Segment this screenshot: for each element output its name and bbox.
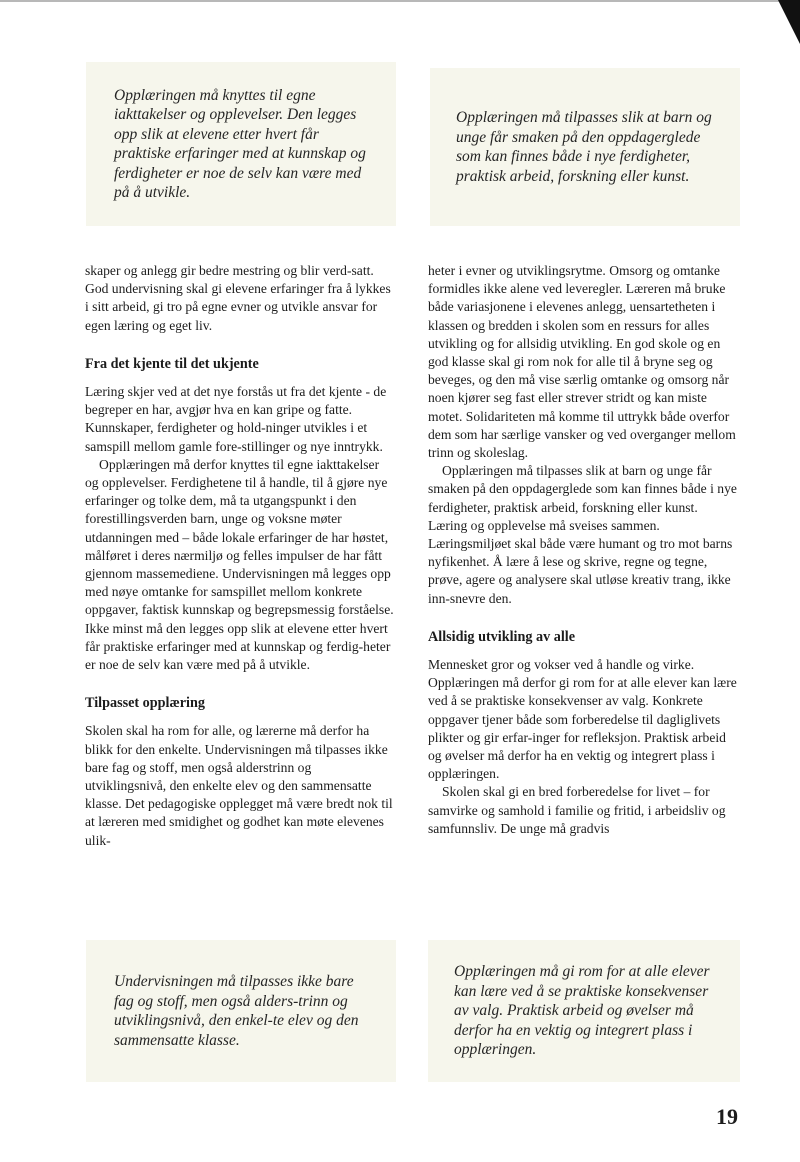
paragraph: Mennesket gror og vokser ved å handle og virke. Opplæringen må derfor gi rom for at alle elever kan lære ved å se praktiske konsekvenser av valg. Konkrete oppgaver tjener både som forberedelse til dagliglivets plikter og gir erfar-inger for refleksjon. Praktisk arbeid og øvelser må derfor ha en vektig og integrert plass i opplæringen.	[428, 657, 737, 782]
paragraph: Opplæringen må derfor knyttes til egne iakttakelser og opplevelser. Ferdighetene til å handle, til å gjøre nye erfaringer og tolke dem, må ta utgangspunkt i den forestillingsverden barn, unge og voksne møter utdanningen med – både lokale erfaringer de har høstet, målføret i deres nærmiljø og felles impulser de har fått gjennom massemediene. Undervisningen må legges opp med nøye omtanke for samspillet mellom konkrete oppgaver, faktisk kunnskap og begrepsmessig forståelse. Ikke minst må den legges opp slik at elevene etter hvert får praktiske erfaringer med at kunnskap og ferdig-heter er noe de selv kan være med på å utvikle.	[85, 456, 394, 673]
callout-text: Undervisningen må tilpasses ikke bare fag og stoff, men også alders-trinn og utviklingsnivå, den enkel-te elev og den sammensatte klasse.	[114, 973, 359, 1049]
left-column	[85, 262, 395, 850]
paragraph: Opplæringen må tilpasses slik at barn og unge får smaken på den oppdagerglede som kan finnes både i nye ferdigheter, praktisk arbeid, forskning eller kunst. Læring og opplevelse må sveises sammen. Læringsmiljøet skal både være humant og tro mot barns nyfikenhet. Å lære å lese og skrive, regne og tegne, prøve, agere og analysere skal utløse kreativ trang, ikke inn-snevre den.	[428, 463, 737, 606]
section-heading: Allsidig utvikling av alle	[428, 628, 576, 645]
paragraph: Skolen skal gi en bred forberedelse for livet – for samvirke og samhold i familie og fritid, i arbeidsliv og samfunnsliv. De unge må gradvis	[428, 784, 726, 836]
callout-top-right	[430, 68, 740, 226]
callout-top-left	[86, 62, 396, 226]
callout-text: Opplæringen må tilpasses slik at barn og unge får smaken på den oppdagerglede som kan finnes både i nye ferdigheter, praktisk arbeid, forskning eller kunst.	[456, 109, 712, 185]
paragraph: Skolen skal ha rom for alle, og lærerne må derfor ha blikk for den enkelte. Undervisningen må tilpasses ikke bare fag og stoff, men også alderstrinn og utviklingsnivå, den enkelte elev og den sammensatte klasse. Det pedagogiske opplegget må være bredt nok til at læreren med smidighet og godhet kan møte elevenes ulik-	[85, 723, 393, 848]
callout-bottom-right	[428, 940, 740, 1082]
callout-text: Opplæringen må knyttes til egne iakttakelser og opplevelser. Den legges opp slik at elevene etter hvert får praktiske erfaringer med at kunnskap og ferdigheter er noe de selv kan være med på å utvikle.	[114, 86, 366, 201]
callout-text: Opplæringen må gi rom for at alle elever kan lære ved å se praktiske konsekvenser av valg. Praktisk arbeid og øvelser må derfor ha en vektig og integrert plass i opplæringen.	[454, 963, 710, 1059]
paragraph: Læring skjer ved at det nye forstås ut fra det kjente - de begreper en har, avgjør hva en kan gripe og fatte. Kunnskaper, ferdigheter og hold-ninger utvikles i et samspill mellom gamle fore-stillinger og nye inntrykk.	[85, 384, 387, 454]
paragraph: heter i evner og utviklingsrytme. Omsorg og omtanke formidles ikke alene ved leveregler. Læreren må bruke både variasjonene i elevenes anlegg, uensartetheten i klassen og bredden i skolen som en ressurs for alles utvikling og for allsidig utvikling. En god skole og en god klasse skal gi rom nok for alle til å bryne seg og beveges, og den må vise særlig omtanke og omsorg når noen kjører seg fast eller strever stridt og kan miste motet. Solidariteten må komme til uttrykk både overfor dem som har særlige vansker og ved overganger mellom trinn og skoleslag.	[428, 263, 736, 461]
page-number: 19	[716, 1104, 738, 1129]
right-column	[428, 262, 740, 838]
scan-corner-mark	[778, 0, 800, 44]
callout-bottom-left	[86, 940, 396, 1082]
section-heading: Fra det kjente til det ukjente	[85, 355, 259, 372]
section-heading: Tilpasset opplæring	[85, 695, 205, 712]
paragraph: skaper og anlegg gir bedre mestring og blir verd-satt. God undervisning skal gi elevene erfaringer fra å lykkes i sitt arbeid, gi tro på egne evner og utvikle ansvar for egen læring og eget liv.	[85, 263, 391, 333]
top-rule	[0, 0, 800, 2]
